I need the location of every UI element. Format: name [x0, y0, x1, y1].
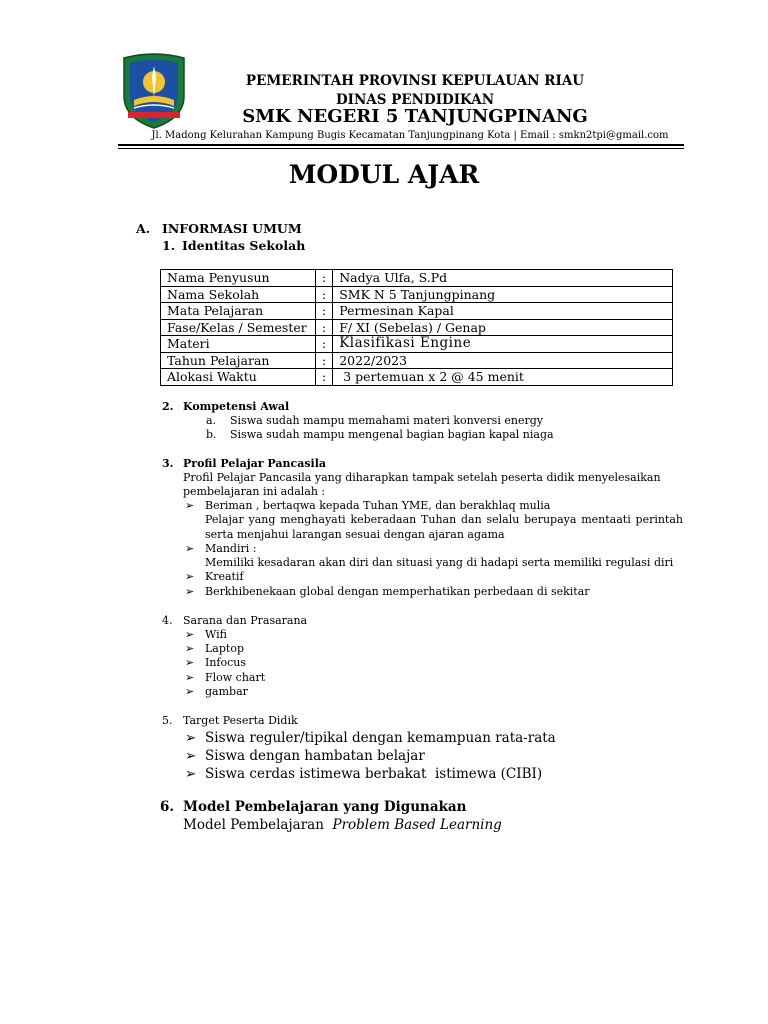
list-item: Siswa reguler/tipikal dengan kemampuan rata-rata [205, 730, 556, 746]
table-separator: : [316, 352, 333, 369]
table-value: 2022/2023 [333, 352, 673, 369]
list-item: Siswa cerdas istimewa berbakat istimewa (CIBI) [205, 766, 543, 782]
table-key: Alokasi Waktu [161, 369, 316, 386]
profil-item: Berkhibenekaan global dengan memperhatikan perbedaan di sekitar [205, 585, 590, 598]
table-value: Klasifikasi Engine [333, 336, 673, 353]
section-3-number: 3. [162, 457, 174, 470]
table-row [161, 352, 673, 369]
table-separator: : [316, 303, 333, 320]
subsection-1-number: 1. [162, 238, 176, 253]
table-separator: : [316, 270, 333, 287]
profil-item-description: Memiliki kesadaran akan diri dan situasi yang di hadapi serta memiliki regulasi diri [205, 556, 674, 569]
list-item: Laptop [205, 642, 244, 655]
table-separator: : [316, 369, 333, 386]
identity-table [160, 269, 673, 386]
table-key: Nama Sekolah [161, 286, 316, 303]
table-value: SMK N 5 Tanjungpinang [333, 286, 673, 303]
list-item: Infocus [205, 656, 247, 669]
arrow-bullet-icon: ➢ [185, 499, 195, 512]
section-4-title: Sarana dan Prasarana [183, 614, 308, 627]
table-row [161, 336, 673, 353]
section-a-label: A. [136, 221, 151, 236]
table-value: 3 pertemuan x 2 @ 45 menit [333, 369, 673, 386]
model-text [183, 817, 502, 833]
list-item: Siswa sudah mampu memahami materi konversi energy [230, 414, 543, 427]
profil-item-description: Pelajar yang menghayati keberadaan Tuhan dan selalu berupaya mentaati perintah [205, 513, 683, 526]
list-item: gambar [205, 685, 248, 698]
header-department: DINAS PENDIDIKAN [335, 92, 495, 108]
section-5-title: Target Peserta Didik [183, 714, 298, 727]
header-divider-thin [118, 148, 684, 149]
profil-intro-line1: Profil Pelajar Pancasila yang diharapkan tampak setelah peserta didik menyelesaikan [183, 471, 661, 484]
section-4-number: 4. [162, 614, 173, 627]
arrow-bullet-icon: ➢ [185, 642, 195, 655]
table-separator: : [316, 336, 333, 353]
table-row [161, 286, 673, 303]
list-item: Siswa dengan hambatan belajar [205, 748, 425, 764]
header-address: Jl. Madong Kelurahan Kampung Bugis Kecamatan Tanjungpinang Kota | Email : smkn2tpi@gmail.com [151, 130, 669, 141]
arrow-bullet-icon: ➢ [185, 766, 197, 782]
table-row [161, 270, 673, 287]
arrow-bullet-icon: ➢ [185, 585, 195, 598]
arrow-bullet-icon: ➢ [185, 542, 195, 555]
section-3-title: Profil Pelajar Pancasila [183, 457, 327, 470]
header-divider-thick [118, 144, 684, 146]
table-separator: : [316, 286, 333, 303]
table-key: Nama Penyusun [161, 270, 316, 287]
profil-item: Mandiri : [205, 542, 257, 555]
table-value: F/ XI (Sebelas) / Genap [333, 319, 673, 336]
model-name: Problem Based Learning [332, 817, 502, 833]
table-key: Fase/Kelas / Semester [161, 319, 316, 336]
arrow-bullet-icon: ➢ [185, 656, 195, 669]
table-key: Tahun Pelajaran [161, 352, 316, 369]
arrow-bullet-icon: ➢ [185, 730, 197, 746]
section-6-title: Model Pembelajaran yang Digunakan [183, 799, 467, 815]
table-row [161, 319, 673, 336]
table-value: Nadya Ulfa, S.Pd [333, 270, 673, 287]
model-label: Model Pembelajaran [183, 817, 333, 833]
document-title: MODUL AJAR [288, 160, 480, 189]
table-value: Permesinan Kapal [333, 303, 673, 320]
subsection-1-title: Identitas Sekolah [182, 238, 306, 253]
arrow-bullet-icon: ➢ [185, 628, 195, 641]
list-marker: b. [206, 428, 217, 441]
table-row [161, 303, 673, 320]
section-5-number: 5. [162, 714, 173, 727]
list-item: Flow chart [205, 671, 266, 684]
list-marker: a. [206, 414, 217, 427]
table-key: Materi [161, 336, 316, 353]
list-item: Wifi [205, 628, 227, 641]
table-row [161, 369, 673, 386]
arrow-bullet-icon: ➢ [185, 748, 197, 764]
header-school-name: SMK NEGERI 5 TANJUNGPINANG [242, 106, 588, 127]
section-a-title: INFORMASI UMUM [162, 221, 302, 236]
header-province: PEMERINTAH PROVINSI KEPULAUAN RIAU [245, 73, 585, 89]
arrow-bullet-icon: ➢ [185, 570, 195, 583]
arrow-bullet-icon: ➢ [185, 685, 195, 698]
profil-item: Kreatif [205, 570, 244, 583]
profil-intro-line2: pembelajaran ini adalah : [183, 485, 326, 498]
table-separator: : [316, 319, 333, 336]
section-2-number: 2. [162, 400, 174, 413]
arrow-bullet-icon: ➢ [185, 671, 195, 684]
section-2-title: Kompetensi Awal [183, 400, 290, 413]
profil-item: Beriman , bertaqwa kepada Tuhan YME, dan berakhlaq mulia [205, 499, 551, 512]
profil-item-description: serta menjahui larangan sesuai dengan ajaran agama [205, 528, 505, 541]
table-key: Mata Pelajaran [161, 303, 316, 320]
section-6-number: 6. [160, 799, 175, 815]
list-item: Siswa sudah mampu mengenal bagian bagian kapal niaga [230, 428, 554, 441]
